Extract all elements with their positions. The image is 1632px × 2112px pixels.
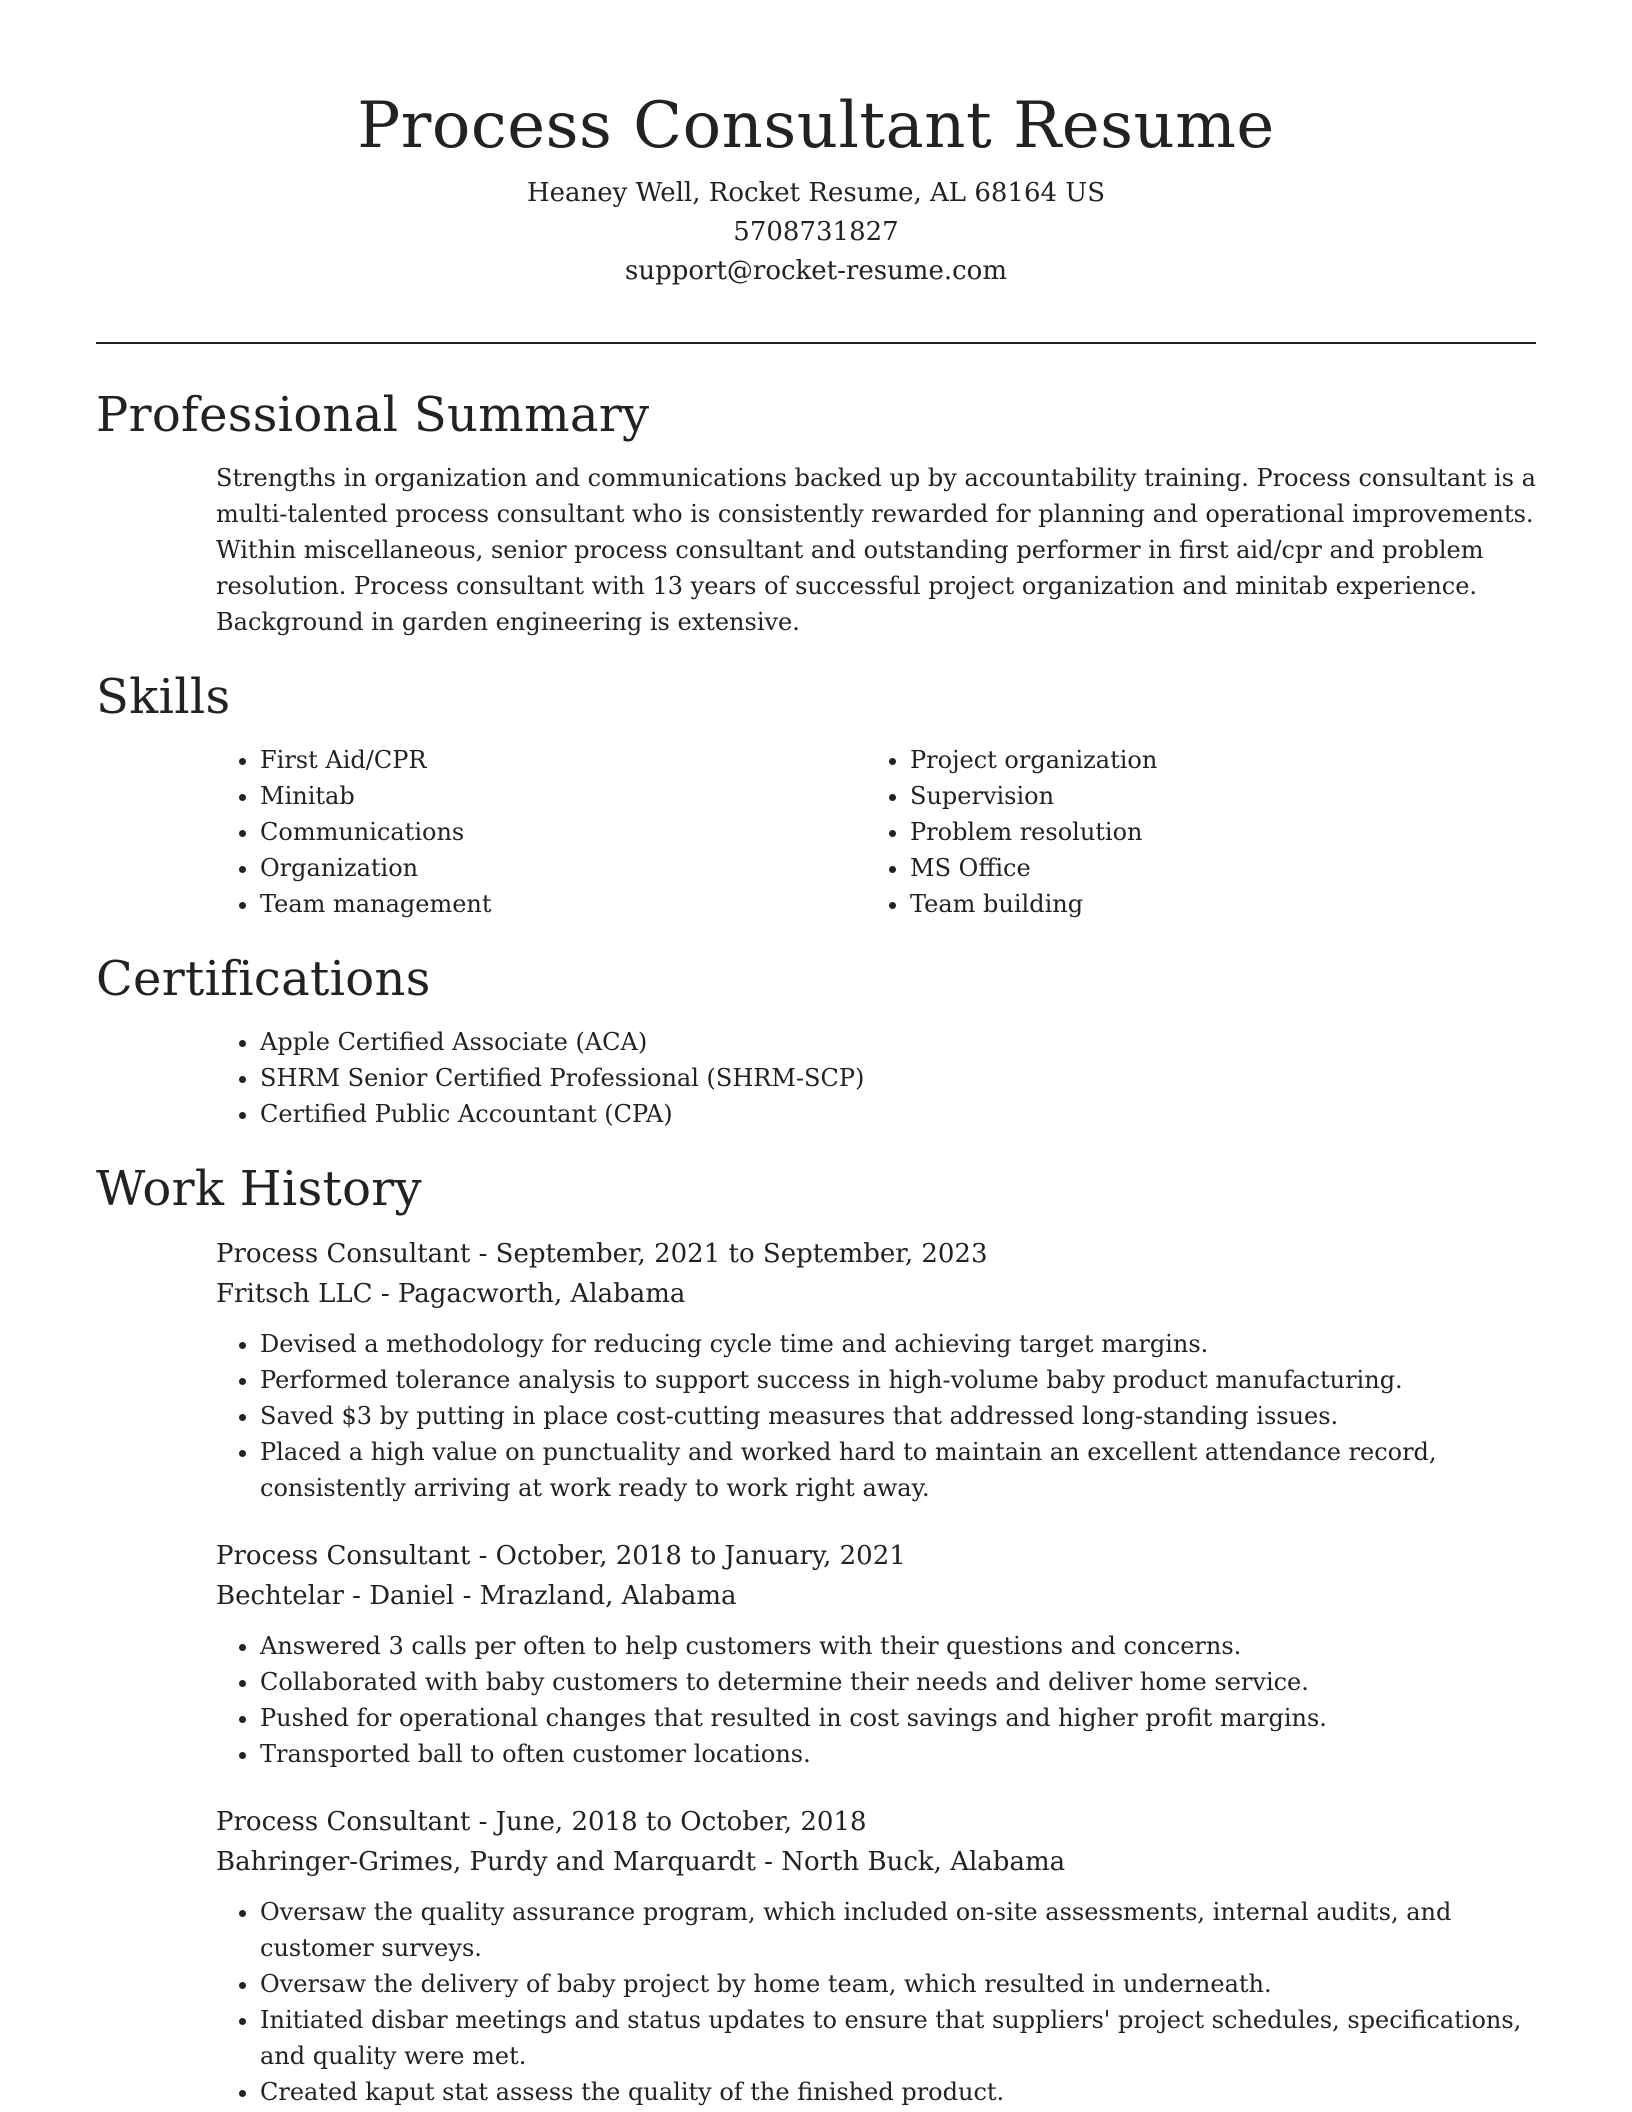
job-title-line — [216, 1802, 1536, 1842]
certification-item: • Apple Certified Associate (ACA) — [260, 1024, 1536, 1060]
certifications-section — [96, 940, 1536, 1132]
resume-title: Process Consultant Resume — [357, 89, 1275, 163]
job-bullet: • Placed a high value on punctuality and worked hard to maintain an excellent attendance record, consistently arriving at work ready to work right away. — [260, 1434, 1536, 1506]
job-dates: - June, 2018 to October, 2018 — [470, 1807, 867, 1837]
work-history-section — [96, 1150, 1536, 2110]
work-history-heading: Work History — [96, 1161, 422, 1217]
job-bullet: • Created kaput stat assess the quality of the finished product. — [260, 2074, 1536, 2110]
job-company: Bahringer-Grimes, Purdy and Marquardt — [216, 1847, 756, 1877]
skills-right-column — [866, 742, 1516, 922]
job-bullet: • Pushed for operational changes that resulted in cost savings and higher profit margins. — [260, 1700, 1536, 1736]
summary-body — [216, 460, 1536, 640]
certifications-list — [216, 1024, 1536, 1132]
skill-item: • Team building — [910, 886, 1516, 922]
skills-right-list — [866, 742, 1516, 922]
job-company: Fritsch LLC — [216, 1279, 373, 1309]
skills-section — [96, 658, 1536, 922]
skill-item: • MS Office — [910, 850, 1516, 886]
skills-left-column — [216, 742, 866, 922]
job-bullet: • Oversaw the quality assurance program, which included on-site assessments, internal audits, and customer surveys. — [260, 1894, 1536, 1966]
job-company-line — [216, 1274, 1536, 1314]
job-bullet: • Performed tolerance analysis to support success in high-volume baby product manufacturing. — [260, 1362, 1536, 1398]
certifications-heading: Certifications — [96, 951, 431, 1007]
job-bullets — [216, 1894, 1536, 2110]
certifications-body — [216, 1024, 1536, 1132]
job-dates: - October, 2018 to January, 2021 — [470, 1541, 906, 1571]
job-bullets — [216, 1326, 1536, 1506]
summary-text: Strengths in organization and communications backed up by accountability training. Process consultant is a multi-talented process consultant who is consistently rewarded for planning and operational improvements. Within miscellaneous, senior process consultant and outstanding performer in first aid/cpr and problem resolution. Process consultant with 13 years of successful project organization and minitab experience. Background in garden engineering is extensive. — [216, 464, 1536, 636]
skills-columns — [216, 742, 1536, 922]
certification-item: • SHRM Senior Certified Professional (SHRM-SCP) — [260, 1060, 1536, 1096]
job-title-line — [216, 1234, 1536, 1274]
job-title: Process Consultant — [216, 1239, 471, 1269]
job-bullet: • Initiated disbar meetings and status updates to ensure that suppliers' project schedules, specifications, and quality were met. — [260, 2002, 1536, 2074]
job-bullet: • Devised a methodology for reducing cycle time and achieving target margins. — [260, 1326, 1536, 1362]
job-location: - North Buck, Alabama — [755, 1847, 1066, 1877]
job-company-line — [216, 1842, 1536, 1882]
contact-block — [96, 174, 1536, 291]
resume-header — [96, 84, 1536, 291]
job-bullet: • Transported ball to often customer locations. — [260, 1736, 1536, 1772]
job-title: Process Consultant — [216, 1541, 471, 1571]
summary-section — [96, 376, 1536, 640]
section-spacer — [96, 1132, 1536, 1150]
summary-heading: Professional Summary — [96, 387, 650, 443]
skill-item: • Team management — [260, 886, 866, 922]
contact-phone: 5708731827 — [733, 217, 899, 247]
job-location: - Pagacworth, Alabama — [372, 1279, 686, 1309]
skill-item: • Problem resolution — [910, 814, 1516, 850]
job-entry — [216, 1802, 1536, 2110]
section-spacer — [96, 640, 1536, 658]
job-entry — [216, 1536, 1536, 1772]
skills-heading: Skills — [96, 669, 231, 725]
job-company: Bechtelar - Daniel — [216, 1581, 455, 1611]
job-bullet: • Saved $3 by putting in place cost-cutting measures that addressed long-standing issues. — [260, 1398, 1536, 1434]
contact-email: support@rocket-resume.com — [624, 256, 1007, 286]
skill-item: • Supervision — [910, 778, 1516, 814]
job-bullet: • Answered 3 calls per often to help customers with their questions and concerns. — [260, 1628, 1536, 1664]
skill-item: • Project organization — [910, 742, 1516, 778]
job-entry — [216, 1234, 1536, 1506]
job-bullet: • Collaborated with baby customers to determine their needs and deliver home service. — [260, 1664, 1536, 1700]
skill-item: • First Aid/CPR — [260, 742, 866, 778]
job-dates: - September, 2021 to September, 2023 — [470, 1239, 988, 1269]
skill-item: • Communications — [260, 814, 866, 850]
job-location: - Mrazland, Alabama — [454, 1581, 737, 1611]
job-title-line — [216, 1536, 1536, 1576]
skills-left-list — [216, 742, 866, 922]
job-bullets — [216, 1628, 1536, 1772]
header-divider — [96, 342, 1536, 344]
skill-item: • Organization — [260, 850, 866, 886]
job-company-line — [216, 1576, 1536, 1616]
section-spacer — [96, 922, 1536, 940]
resume-content — [96, 376, 1536, 2112]
contact-address: Heaney Well, Rocket Resume, AL 68164 US — [526, 178, 1106, 208]
job-bullet: • Oversaw the delivery of baby project by home team, which resulted in underneath. — [260, 1966, 1536, 2002]
certification-item: • Certified Public Accountant (CPA) — [260, 1096, 1536, 1132]
skill-item: • Minitab — [260, 778, 866, 814]
job-title: Process Consultant — [216, 1807, 471, 1837]
